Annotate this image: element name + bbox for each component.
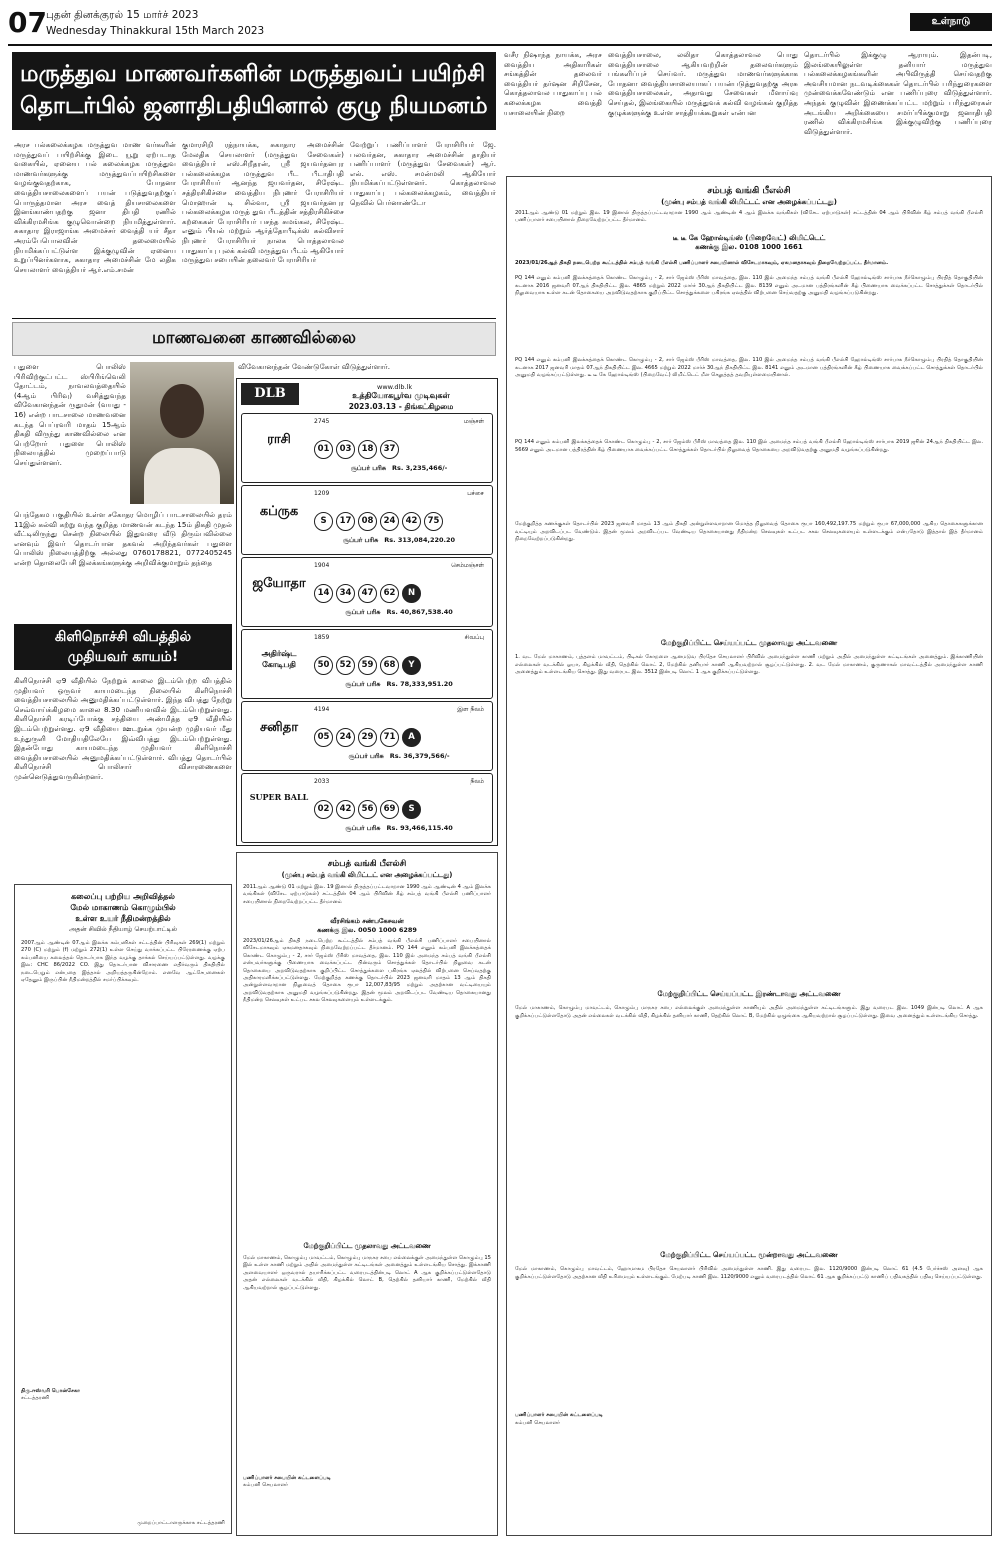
- legal-heading-2: மேல் மாகாணம் கொழும்பில்: [70, 903, 176, 912]
- bank-right-para-2: PQ 144 எனும் கம்பனி இலக்கத்தைக் கொண்ட கொழும்பு - 2, சார் ஜேம்ஸ் பீரிஸ் மாவத்தை, இல. 110 இல் அமைந்த சம்பத் வங்கி பீஎல்சி ஹோல்டிங்ஸ் சார்பாக நீர்கொழும்பு பிரதித் தொகுதியின் கடனாக 2016 ஜனவரி 07ஆந் திகதியிட்ட இல. 4865 மற்றும் 2022 மார்ச் 30ஆந் திகதியிட்ட இல. 8139 எனும் அடமான பத்திரங்களின் கீழ் பிணையாக வைக்கப்பட்ட சொத்துக்கள் தொடர்பில் நிலுவையாக உள்ள கடன் தொகையை அறவிடுவதற்காக குறிப்பிட்ட சொத்துக்களை பகிரங்க ஏலத்தில் விற்பனை செய்வதற்கு அனுமதி வழங்கப்படுகின்றது.: [515, 275, 983, 297]
- bank-right-para-3: PQ 144 எனும் கம்பனி இலக்கத்தைக் கொண்ட கொழும்பு - 2, சார் ஜேம்ஸ் பீரிஸ் மாவத்தை, இல. 110 இல் அமைந்த சம்பத் வங்கி பீஎல்சி ஹோல்டிங்ஸ் சார்பாக நீர்கொழும்பு பிரதித் தொகுதியின் கடனாக 2017 ஜனவரி மாதம் 07ஆந் திகதியிட்ட இல. 4665 மற்றும் 2022 மார்ச் 30ஆந் திகதியிட்ட இல. 8141 எனும் அடமான பத்திரங்களின் கீழ் பிணையாக வைக்கப்பட்ட சொத்துக்கள் தொடர்பில் அனுமதி வழங்கப்பட்டுள்ளது. டீ டீ கே ஹோல்டிங்ஸ் (பிறைவேட்) லிமிட்டெட் மீள செலுத்தத் தவறியுள்ளமையினால்.: [515, 357, 983, 379]
- lottery-ball: 03: [336, 440, 355, 459]
- bank-right-subtitle: (முன்பு சம்பத் வங்கி லிமிட்டட் என அழைக்கப்பட்டது): [661, 198, 837, 206]
- page-number: 07: [8, 6, 47, 39]
- lottery-draw-info: [314, 634, 484, 642]
- missing-text-1: பதுளை பொலிஸ் பிரிவிற்குட்பட்ட ஸ்பிரிங்வெலி தோட்டம், நாவலவத்தையில் (4ஆம் பிரிவு) வசித்துவந்த விவேகானந்தன் ருதுமன் (வயது - 16) என்ற பாடசாலை மாணவனை கடந்த பெப்ரவரி மாதம் 15ஆம் திகதி விருந்து காணவில்லை என பெற்றோர் பதுளை பொலிஸ் நிலையத்தில் முறைப்பாடு செய்துள்ளனர்.: [14, 362, 126, 467]
- lottery-draw-colour: சிவப்பு: [464, 634, 484, 641]
- legal-heading-1: கலைப்பு பற்றிய அறிவித்தல்: [71, 892, 175, 901]
- legal-footer: முறைப்பாட்டாளருக்காக சட்டத்தரணி: [137, 1519, 225, 1526]
- lead-col-3: வேற்றுப் பணிப்பாளர் பேராசிரியர் ஜே. பலவர்தன, சுகாதார அமைச்சின் தாதியர் பணிப்பாளர் (மருத்துவ சேவைகள்) ஆர். எல். எஸ். சமன்மலி ஆகியோர் நியமிக்கப்பட்டுள்ளனர். கொத்தலாவல பாதுகாப்பு பல்கலைக்கழகம், வைத்தியர் நெவில் பெர்னாண்டோ: [350, 140, 496, 207]
- lottery-logo: ராசி: [267, 432, 291, 447]
- lottery-title: உத்தியோகபூர்வ முடிவுகள்: [352, 391, 450, 400]
- lead-col-5: வைத்தியசாலை, லலிதா கொத்தலாவல பொது வைத்தியசாலை ஆகியவற்றின் தலைவர்களும் பங்களிப்புச் செய்வர். மருத்துவ மாணவர்களுக்காக போதனா வைத்தியசாலையாகப் பயன்படுத்துவதற்கு அரசு வைத்தியசாலைகள், அதாவது சேவைகள் மீளாய்வு செய்தல், இலங்கையில் மருத்துவக் கல்வி வழங்கல் குறித்த குழுக்களுக்கு உள்ள சாத்தியக்கூறுகள் என்பன: [608, 50, 798, 117]
- masthead-date-english: Wednesday Thinakkural 15th March 2023: [46, 25, 265, 37]
- bank-left-intro: 2011ஆம் ஆண்டு 01 மற்றும் இல. 19 இனால் திருத்தப்பட்டவாறான 1990 ஆம் ஆண்டின் 4 ஆம் இலக்க வங்கிகள் (விசேட ஏற்பாடுகள்) சட்டத்தின் 04 ஆம் பிரிவின் கீழ் சம்பத் வங்கி பீஎல்சி பணிப்பாளர் சபையினால் நிறைவேற்றப்பட்ட தீர்மானம்: [243, 884, 491, 905]
- dlb-logo: DLB: [241, 383, 299, 405]
- legal-signature-title: சட்டத்தரணி: [21, 1395, 50, 1402]
- lottery-row: [241, 701, 493, 771]
- portrait-head: [160, 384, 204, 438]
- bank-right-schedule2-body: மேல் மாகாணம், கொழும்பு மாவட்டம், கொழும்பு மாநகர சபை எல்லைக்குள் அமைந்துள்ள காணியும் அதில் அமைந்துள்ள கட்டிடங்களும். இது வரைபட இல. 1049 இன்படி லொட் A ஆக குறிக்கப்பட்டுள்ளதோடு அதன் எல்லைகள் வடக்கில் வீதி, கிழக்கில் தனியார் காணி, தெற்கில் லொட் B, மேற்கில் ஒழுங்கை ஆகியவற்றால் சூழப்பட்டுள்ளது. இவை அனைத்தும் உள்ளடங்கிய சொத்து.: [515, 1005, 983, 1019]
- lottery-row: [241, 773, 493, 843]
- portrait-body: [144, 448, 220, 504]
- lottery-balls: [314, 508, 446, 531]
- missing-headline-box: [12, 322, 496, 356]
- lottery-draw-colour: பச்சை: [467, 490, 484, 497]
- lottery-prize: [314, 464, 484, 473]
- lottery-ball: 52: [336, 656, 355, 675]
- lottery-prize: [314, 608, 484, 617]
- lottery-panel: [236, 378, 498, 846]
- lottery-draw-number: 1904: [314, 562, 330, 569]
- lottery-draw-info: [314, 418, 484, 426]
- legal-notice: [14, 884, 232, 1534]
- lottery-prize-value: Rs. 78,333,951.20: [386, 680, 453, 688]
- bank-right-signature-2: கம்பனி செயலாளர்: [515, 1419, 560, 1426]
- lottery-prize: [314, 680, 484, 689]
- lottery-website: www.dlb.lk: [377, 383, 413, 391]
- lottery-draw-info: [314, 562, 484, 570]
- lottery-letter-ball: A: [402, 728, 421, 747]
- lottery-row: [241, 413, 493, 483]
- bank-left-schedule-body: மேல் மாகாணம், கொழும்பு மாவட்டம், கொழும்பு மாநகர சபை எல்லைக்குள் அமைந்துள்ள கொழும்பு 15 இல் உள்ள காணி மற்றும் அதில் அமைந்துள்ள கட்டிடங்கள் அனைத்தும் உள்ளடங்கிய சொத்து. இக்காணி அளவையாளர் ஒருவரால் தயாரிக்கப்பட்ட வரைபடத்தின்படி லொட் A ஆக குறிக்கப்பட்டுள்ளதோடு அதன் எல்லைகள் வடக்கில் வீதி, கிழக்கில் லொட் B, தெற்கில் தனியார் காணி, மேற்கில் வீதி ஆகியவற்றால் சூழப்பட்டுள்ளது.: [243, 1255, 491, 1291]
- lottery-ball: 59: [358, 656, 377, 675]
- bank-right-signature-1: பணிப்பாளர் சபையின் கட்டளைப்படி: [515, 1412, 604, 1419]
- lottery-prize-label: சூப்பர் பரிசு: [342, 536, 379, 544]
- lottery-prize-value: Rs. 36,379,566/-: [389, 752, 450, 760]
- lottery-ball: 47: [358, 584, 377, 603]
- lottery-letter-ball: S: [402, 800, 421, 819]
- bank-right-schedule2-heading: மேற்குறிப்பிட்ட செய்யப்பட்ட இரண்டாவது அட்டவணை: [657, 990, 841, 999]
- lead-headline-line2: தொடர்பில் ஜனாதிபதியினால் குழு நியமனம்: [20, 93, 488, 119]
- lottery-ball: S: [314, 512, 333, 531]
- lottery-ball: 42: [336, 800, 355, 819]
- lottery-row: [241, 629, 493, 699]
- lottery-ball: 75: [424, 512, 443, 531]
- lead-headline-line1: மருத்துவ மாணவர்களின் மருத்துவப் பயிற்சி: [20, 61, 486, 87]
- lottery-prize-label: சூப்பர் பரிசு: [348, 752, 384, 760]
- bank-right-schedule1-body: 1. வட மேல் மாகாணம், புத்தளம் மாவட்டம், பிடிகல் கோறளை ஆனமடுவ பிரதேச செயலாளர் பிரிவில் அமைந்துள்ள காணி மற்றும் அதில் அமைந்துள்ள கட்டிடங்கள் அனைத்தும். இக்காணியின் எல்லைகள் வடக்கில் ஓயா, கிழக்கில் வீதி, தெற்கில் லொட் 2, மேற்கில் தனியார் காணி ஆகியவற்றால் சூழப்பட்டுள்ளது. 2. வட மேல் மாகாணம், குருணாகல் மாவட்டத்தில் அமைந்துள்ள காணி அனைத்தும் உள்ளடங்கிய சொத்து. இது வரைபட இல. 3512 இன்படி லொட் 1 ஆக குறிக்கப்பட்டுள்ளது.: [515, 654, 983, 676]
- lottery-logo: சனிதா: [259, 720, 298, 735]
- lottery-draw-colour: செம்மஞ்சள்: [451, 562, 484, 569]
- missing-headline: மாணவனை காணவில்லை: [152, 328, 356, 348]
- bank-right-schedule3-heading: மேற்குறிப்பிட்ட செய்யப்பட்ட மூன்றாவது அட்டவணை: [660, 1251, 838, 1260]
- missing-photo: [130, 362, 234, 504]
- lottery-prize-label: சூப்பர் பரிசு: [345, 608, 381, 616]
- lottery-balls: [314, 796, 424, 819]
- lead-col-6: தொடர்பில் இக்குழு ஆராயும். இதன்படி, இலங்கையிலுள்ள தனியார் மருத்துவ பல்கலைக்கழகங்களின் அபிவிருத்தி செய்வதற்கு அவசியமான நடவடிக்கைகள் தொடர்பில் பரிந்துரைகளை முன்வைக்கவேண்டும் என பணிப்புரை விடுத்துள்ளார். அந்தக் குழுவின் இணைக்கப்பட்ட மற்றும் பரிந்துரைகள் அடங்கிய அறிக்கையை சமர்ப்பிக்குமாறு ஜனாதிபதி ரணில் விக்கிரமசிங்க இக்குழுவிற்கு பணிப்புரை விடுத்துள்ளார்.: [804, 50, 992, 136]
- bank-notice-right: [506, 176, 992, 1536]
- lottery-ball: 18: [358, 440, 377, 459]
- lottery-row: [241, 557, 493, 627]
- lottery-ball: 17: [336, 512, 355, 531]
- lottery-draw-info: [314, 706, 484, 714]
- lottery-draw-number: 4194: [314, 706, 330, 713]
- lottery-logo: அதிர்ஷ்ட கோடிபதி: [261, 648, 297, 669]
- lottery-balls: [314, 580, 424, 603]
- lottery-letter-ball: Y: [402, 656, 421, 675]
- lottery-draw-number: 2033: [314, 778, 330, 785]
- legal-body: 2007ஆம் ஆண்டின் 07ஆம் இலக்க கம்பனிகள் சட்டத்தின் பிரிவுகள் 269(1) மற்றும் 270 (C) மற்றும் (f) மற்றும் 272(1) உள்ள செய்து வாக்கப்பட்ட பிரேரணைக்கு ஏற்ப கம்பனியை கலைத்தல் தொடர்பாக இந்த வழக்கு தாக்கல் செய்யப்பட்டுள்ளது. வழக்கு இல: CHC 86/2022 CO. இது தொடர்பான விசாரணை எதிர்வரும் திகதியில் நடைபெறும் என்பதை இத்தால் அறியத்தருகின்றோம். எனவே ஆட்சேபனைகள் ஏதேனும் இருப்பின் நீதிமன்றத்தில் சமர்ப்பிக்கவும்.: [21, 940, 225, 984]
- lottery-logo: கப்ருக: [259, 504, 299, 519]
- legal-heading-3: உள்ள உயர் நீதிமன்றத்தில்: [75, 914, 171, 923]
- bank-left-subtitle: (முன்பு சம்பத் வங்கி லிமிட்டட் என அழைக்கப்பட்டது): [281, 871, 453, 879]
- kilinochchi-headline-box: [14, 624, 232, 670]
- lottery-prize-value: Rs. 40,867,538.40: [386, 608, 453, 616]
- legal-signature: திரு.ஈஸ்வரி பொன்சேகா: [21, 1388, 80, 1394]
- section-label: உள்நாடு: [910, 13, 992, 31]
- bank-left-account: கணக்கு இல. 0050 1000 6289: [317, 926, 417, 934]
- bank-left-schedule-heading: மேற்குறிப்பிட்ட முதலாவது அட்டவணை: [303, 1242, 431, 1250]
- legal-heading-4: அதன் சிவில் நீதியாழ் செயற்பாட்டில்: [68, 925, 178, 933]
- bank-left-signature-2: கம்பனி செயலாளர்: [243, 1482, 288, 1489]
- lottery-prize: [314, 824, 484, 833]
- lottery-draw-colour: நீலம்: [470, 778, 484, 785]
- bank-right-schedule3-body: மேல் மாகாணம், கொழும்பு மாவட்டம், ஹோமாகம பிரதேச செயலாளர் பிரிவில் அமைந்துள்ள காணி. இது வரைபட இல. 1120/9000 இன்படி லொட் 61 (4.5 பேர்ச்சஸ் அளவு) ஆக குறிக்கப்பட்டுள்ளதோடு அதற்கான வீதி உரிமையும் உள்ளடங்கும். மேற்படி காணி இல. 1120/9000 எனும் வரைபடத்தில் லொட் 61 ஆக குறிக்கப்பட்டு காணிப் பதிவகத்தில் பதிவு செய்யப்பட்டுள்ளது.: [515, 1266, 983, 1280]
- lottery-draw-number: 1209: [314, 490, 330, 497]
- lottery-prize: [314, 752, 484, 761]
- lottery-ball: 05: [314, 728, 333, 747]
- lottery-prize: [314, 536, 484, 545]
- lottery-prize-value: Rs. 93,466,115.40: [386, 824, 453, 832]
- bank-left-borrower: வீரசிங்கம் சண்பகேசவன்: [330, 917, 404, 925]
- lottery-draw-colour: மஞ்சள்: [463, 418, 484, 425]
- lottery-balls: [314, 724, 424, 747]
- divider: [12, 318, 496, 319]
- bank-right-title: சம்பத் வங்கி பீஎல்சி: [707, 186, 791, 196]
- lottery-draw-info: [314, 778, 484, 786]
- lottery-ball: 62: [380, 584, 399, 603]
- lottery-ball: 68: [380, 656, 399, 675]
- lottery-row: [241, 485, 493, 555]
- masthead-date-tamil: புதன் தினக்குரல் 15 மார்ச் 2023: [46, 9, 199, 21]
- lottery-ball: 29: [358, 728, 377, 747]
- bank-left-body: 2023/01/26ஆம் திகதி நடைபெற்ற கூட்டத்தில் சம்பத் வங்கி பீஎல்சி பணிப்பாளர் சபையினால் விசேடமாகவும் ஏகமனதாகவும் நிறைவேற்றப்பட்ட தீர்மானம். PQ 144 எனும் கம்பனி இலக்கத்தைக் கொண்ட கொழும்பு - 2, சார் ஜேம்ஸ் பீரிஸ் மாவத்தை, இல. 110 இல் அமைந்த சம்பத் வங்கி பீஎல்சி என்பவர்களுக்கு பிணையாக வைக்கப்பட்ட பின்வரும் சொத்துக்கள் தொடர்பில் நிலுவை கடன் தொகையை அறவிடுவதற்காக குறிப்பிட்ட சொத்துக்களை பகிரங்க ஏலத்தில் விற்பனை செய்வதற்கு அதிகாரமளிக்கப்பட்டுள்ளது. மேற்குறித்த கணக்கு தொடர்பில் 2023 ஜனவரி மாதம் 13 ஆம் திகதி அன்றுள்ளவாறான நிலுவைத் தொகை ரூபா 12,007,83/95 மற்றும் அதற்கான வட்டியையும் அறவிடுவதற்காக அனுமதி வழங்கப்படுகின்றது. இதன் மூலம் அறவிடப்பட வேண்டிய தொகையானது நீதிமன்ற செலவுகள் உட்பட சகல செலவுகளையும் உள்ளடக்கும்.: [243, 938, 491, 1004]
- lottery-ball: 34: [336, 584, 355, 603]
- bank-right-para-5: மேற்குறித்த கணக்குகள் தொடர்பில் 2023 ஜனவரி மாதம் 13 ஆம் திகதி அன்றுள்ளவாறான மொத்த நிலுவைத் தொகை ரூபா 160,492,197.75 மற்றும் ரூபா 67,000,000 ஆகிய தொகைகளுக்கான வட்டியும் அறவிடப்பட வேண்டும். இதன் மூலம் அறவிடப்பட வேண்டிய தொகையானது நீதிமன்ற செலவுகள் உட்பட சகல செலவுகளையும் உள்ளடக்கும் என்பதோடு இத்தால் இத் தீர்மானம் நிறைவேற்றப்படுகின்றது.: [515, 521, 983, 543]
- bank-right-para-4: PQ 144 எனும் கம்பனி இலக்கத்தைக் கொண்ட கொழும்பு - 2, சார் ஜேம்ஸ் பீரிஸ் மாவத்தை இல. 110 இல் அமைந்த சம்பத் வங்கி பீஎல்சி ஹோல்டிங்ஸ் சார்பாக 2019 ஜூன் 24ஆந் திகதியிட்ட இல. 5669 எனும் அடமான பத்திரத்தின் கீழ் பிணையாக வைக்கப்பட்ட சொத்துக்கள் தொடர்பில் நிலுவைத் தொகையை அறவிடுவதற்கு அனுமதி வழங்கப்படுகின்றது.: [515, 439, 983, 453]
- lottery-ball: 56: [358, 800, 377, 819]
- lottery-draw-number: 2745: [314, 418, 330, 425]
- lottery-ball: 01: [314, 440, 333, 459]
- lottery-ball: 71: [380, 728, 399, 747]
- missing-text-2: பெந்தேகம பகுதியில் உள்ள சகோதர மொழிப் பாடசாலையில் தரம் 11இல் கல்வி கற்று வந்த குறித்த மாணவன் கடந்த 15ம் திகதி முதல் வீட்டிலிருந்து சென்ற நிலையில் இதுவரை வீடு திரும்பவில்லை எனவும் இவர் தொடர்பான தகவல் அறிந்தவர்கள் பதுளை பொலிஸ் நிலையத்திற்கு அல்லது 0760178821, 0772405245 என்ற தொலைபேசி இலக்கங்களுக்கு அறிவிக்குமாறும் தந்தை: [14, 510, 232, 567]
- lottery-prize-label: சூப்பர் பரிசு: [345, 824, 381, 832]
- bank-right-para-1: 2023/01/26ஆந் திகதி நடைபெற்ற கூட்டத்தில் சம்பத் வங்கி பீஎல்சி பணிப்பாளர் சபையினால் விசேடமாகவும், ஏகமனதாகவும் நிறைவேற்றப்பட்ட தீர்மானம்.: [515, 260, 889, 266]
- lottery-ball: 14: [314, 584, 333, 603]
- masthead: [0, 0, 1000, 46]
- lottery-draw-info: [314, 490, 484, 498]
- lottery-ball: 42: [402, 512, 421, 531]
- lead-col-2: குமாரசிறி ரத்நாயக்க, சுகாதார அமைச்சின் மேலதிக செயலாளர் (மருத்துவ சேவைகள்) வைத்தியர் எஸ்.சிறீதரன், ஶ்ரீ ஜயவர்தனபுர பல்கலைக்கழக மருத்துவ பீட பீடாதிபதி பேராசிரியர் ஆனந்த ஜயவர்தன, சிரேஷ்ட சத்திரசிகிச்சை வைத்திய நிபுணர் பேராசிரியர் மொஹான் டி சில்வா, ஶ்ரீ ஜயவர்தனபுர பல்கலைக்கழக மருத் துவ பீடத்தின் சத்திரசிகிச்சை கற்கைகள் பேராசிரியர் பசந்த சுமங்கல, சிரேஷ்ட எனும் பியல் மற்றும் ஆர்த்தோபீடிக்ஸ் கல்விசார் நிபுணர் பேராசிரியர் நாலக பொத்தலாவல பாதுகாப்பு புலக் கல்வி மருத்துவ பீடம் ஆகியோர் மருத்துவ சபையின் தலைவர் பேராசிரியர்: [182, 140, 344, 265]
- lead-col-1: அரச பல்கலைக்கழக மருத்துவ மாண வர்களின் மருத்துவப் பயிற்சிக்கு இடை யூறு ஏற்படாத வகையில், ஏனைய பல் கலைக்கழக மருத்துவ மாணவர்களுக்கு மருத்துவப்பயிற்சிகளை வழங்குவதற்காக, போதனா வைத்தியசாலைகளைப் பயன் படுத்துவதற்குப் பொருத்தமான அரச வைத் தியசாலைகளை இனங்காண்பதற்கு ஜனா திபதி ரணில் விக்கிரமசிங்க குழுவொன்றை நியமித்துள்ளார். சுகாதார இராஜாங்க அமைச்சர் வைத்தி யர் சீதா அரம்பேபொலவின் தலைமையில் நியமிக்கப்பட்டுள்ள இக்குழுவின் ஏனைய உறுப்பினர்களாக, சுகாதார அமைச்சின் மே லதிக செயலாளர் வைத்தியர் ஆர்.எம்.சமன்: [14, 140, 176, 274]
- lottery-logo: SUPER BALL: [249, 792, 309, 802]
- bank-right-account: கணக்கு இல. 0108 1000 1661: [695, 243, 803, 251]
- kilinochchi-headline-line2: முதியவர் காயம்!: [67, 649, 179, 665]
- bank-right-intro: 2011ஆம் ஆண்டு 01 மற்றும் இல. 19 இனால் திருத்தப்பட்டவாறான 1990 ஆம் ஆண்டின் 4 ஆம் இலக்க வங்கிகள் (விசேட ஏற்பாடுகள்) சட்டத்தின் 04 ஆம் பிரிவின் கீழ் சம்பத் வங்கி பீஎல்சி பணிப்பாளர் சபையினால் நிறைவேற்றப்பட்ட தீர்மானம்.: [515, 210, 983, 224]
- missing-caption: விவேகானந்தன் வேண்டுகோள் விடுத்துள்ளார்.: [238, 362, 391, 371]
- lottery-ball: 37: [380, 440, 399, 459]
- lottery-prize-value: Rs. 3,235,466/-: [392, 464, 448, 472]
- lottery-letter-ball: N: [402, 584, 421, 603]
- masthead-rule: [8, 44, 992, 46]
- lottery-balls: [314, 652, 424, 675]
- lottery-draw-colour: இள நீலம்: [457, 706, 484, 713]
- lottery-ball: 24: [380, 512, 399, 531]
- bank-right-borrower: டீ டீ கே ஹோல்டிங்ஸ் (பிறைவேட்) லிமிட்டெட்: [672, 234, 826, 242]
- bank-left-title: சம்பத் வங்கி பீஎல்சி: [327, 859, 407, 869]
- lottery-ball: 08: [358, 512, 377, 531]
- bank-right-schedule1-heading: மேற்குறிப்பிட்ட செய்யப்பட்ட முதலாவது அட்டவணை: [660, 639, 838, 648]
- kilinochchi-headline-line1: கிளிநொச்சி விபத்தில்: [54, 629, 192, 645]
- lottery-ball: 69: [380, 800, 399, 819]
- lottery-prize-value: Rs. 313,084,220.20: [384, 536, 456, 544]
- lottery-logo: ஜயோதா: [252, 576, 306, 591]
- bank-notice-left: [236, 852, 498, 1536]
- lead-headline-box: [12, 52, 496, 130]
- lottery-prize-label: சூப்பர் பரிசு: [345, 680, 381, 688]
- lottery-ball: 24: [336, 728, 355, 747]
- lottery-draw-number: 1859: [314, 634, 330, 641]
- lottery-date: 2023.03.13 - திங்கட்கிழமை: [348, 402, 454, 411]
- lottery-ball: 02: [314, 800, 333, 819]
- lead-col-4: வசீர நிஷாந்த நாயக்க, அரச வைத்திய அதிகாரிகள் சங்கத்தின் தலைவர் வைத்தியர் தர்ஷன சிறிசேன, கொத்தலாவல பாதுகாப்பு பல் கலைக்கழக வைத்தி யசாலையின் நிறை: [504, 50, 602, 117]
- lottery-ball: 50: [314, 656, 333, 675]
- bank-left-signature-1: பணிப்பாளர் சபையின் கட்டளைப்படி: [243, 1475, 332, 1481]
- kilinochchi-text: கிளிநொச்சி ஏ9 வீதியில் நேற்றுக் காலை இடம்பெற்ற விபத்தில் முதியவர் ஒருவர் காயமடைந்த நிலையில் கிளிநொச்சி வைத்தியசாலையில் அனுமதிக்கப்பட்டுள்ளார். இந்த விபத்து நேற்று செவ்வாய்க்கிழமை காலை 8.30 மணியளவில் இடம்பெற்றுள்ளது. கிளிநொச்சி கரடிப்போக்கு சந்தியை அண்மித்த ஏ9 வீதியில் இடம்பெற்றுள்ளது. ஏ9 வீதியை ஊடறுக்க முயன்ற முதியவர் மீது உந்துருளி மோதியதிலேயே இவ்விபத்து இடம்பெற்றுள்ளது. இதன்போது காயமடைந்த முதியவர் கிளிநொச்சி வைத்தியசாலையில் அனுமதிக்கப்பட்டுள்ளார். விபத்து தொடர்பில் கிளிநொச்சி பொலிசார் விசாரணைகளை முன்னெடுத்துவருகின்றனர்.: [14, 676, 232, 781]
- lottery-prize-label: சூப்பர் பரிசு: [350, 464, 387, 472]
- lottery-balls: [314, 436, 402, 459]
